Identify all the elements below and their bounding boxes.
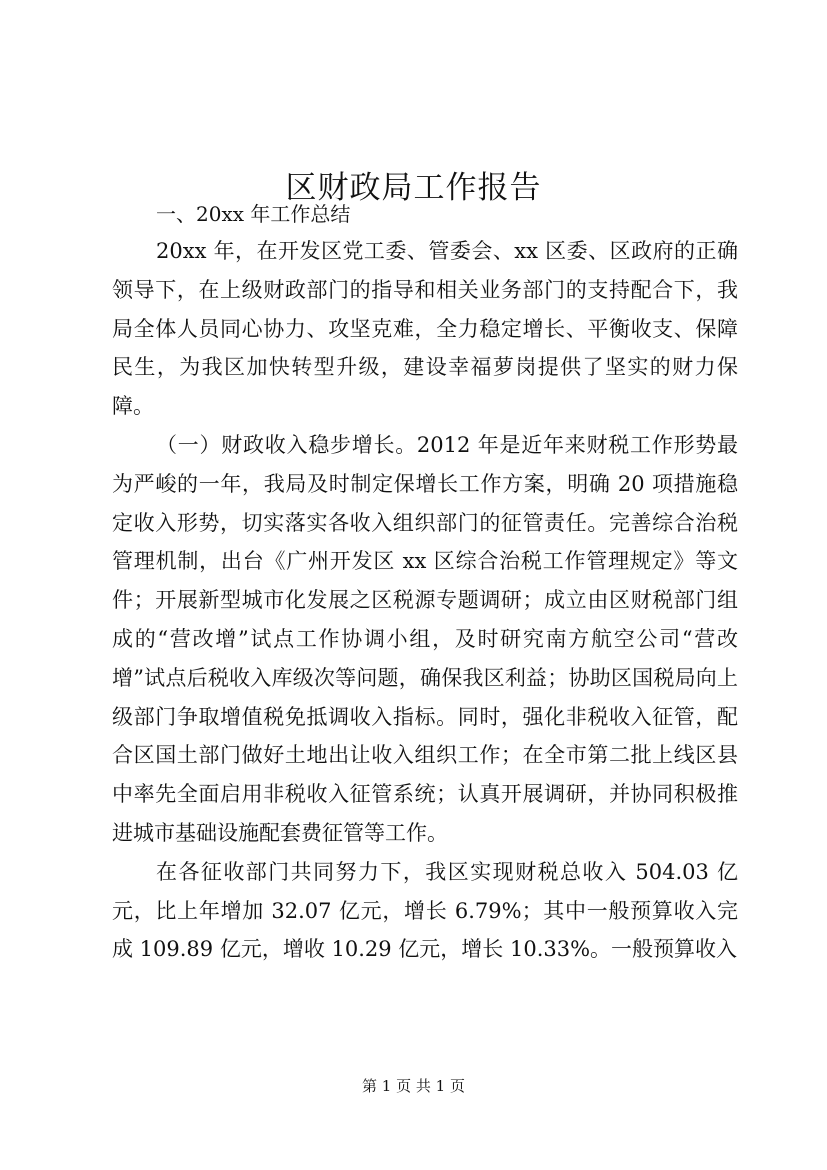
paragraph-revenue-figures: 在各征收部门共同努力下，我区实现财税总收入 504.03 亿元，比上年增加 32.07 亿元，增长 6.79%；其中一般预算收入完成 109.89 亿元，增收 10.29 亿元，增长 10.33%。一般预算收入 xyxy=(112,859,738,962)
document-title: 区财政局工作报告 xyxy=(285,169,542,206)
page-footer: 第 1 页 共 1 页 xyxy=(362,1077,465,1095)
paragraph-revenue-growth: （一）财政收入稳步增长。2012 年是近年来财税工作形势最为严峻的一年，我局及时制定保增长工作方案，明确 20 项措施稳定收入形势，切实落实各收入组织部门的征管责任。完善综合治税管理机制，出台《广州开发区 xx 区综合治税工作管理规定》等文件；开展新型城市化发展之区税源专题调研；成立由区财税部门组成的“营改增”试点工作协调小组，及时研究南方航空公司“营改增”试点后税收入库级次等问题，确保我区利益；协助区国税局向上级部门争取增值税免抵调收入指标。同时，强化非税收入征管，配合区国土部门做好土地出让收入组织工作；在全市第二批上线区县中率先全面启用非税收入征管系统；认真开展调研，并协同积极推进城市基础设施配套费征管等工作。 xyxy=(112,432,738,845)
document-body xyxy=(112,196,738,969)
section-heading: 一、20xx 年工作总结 xyxy=(156,202,351,226)
paragraph-intro: 20xx 年，在开发区党工委、管委会、xx 区委、区政府的正确领导下，在上级财政部门的指导和相关业务部门的支持配合下，我局全体人员同心协力、攻坚克难，全力稳定增长、平衡收支、保障民生，为我区加快转型升级，建设幸福萝岗提供了坚实的财力保障。 xyxy=(112,239,738,419)
